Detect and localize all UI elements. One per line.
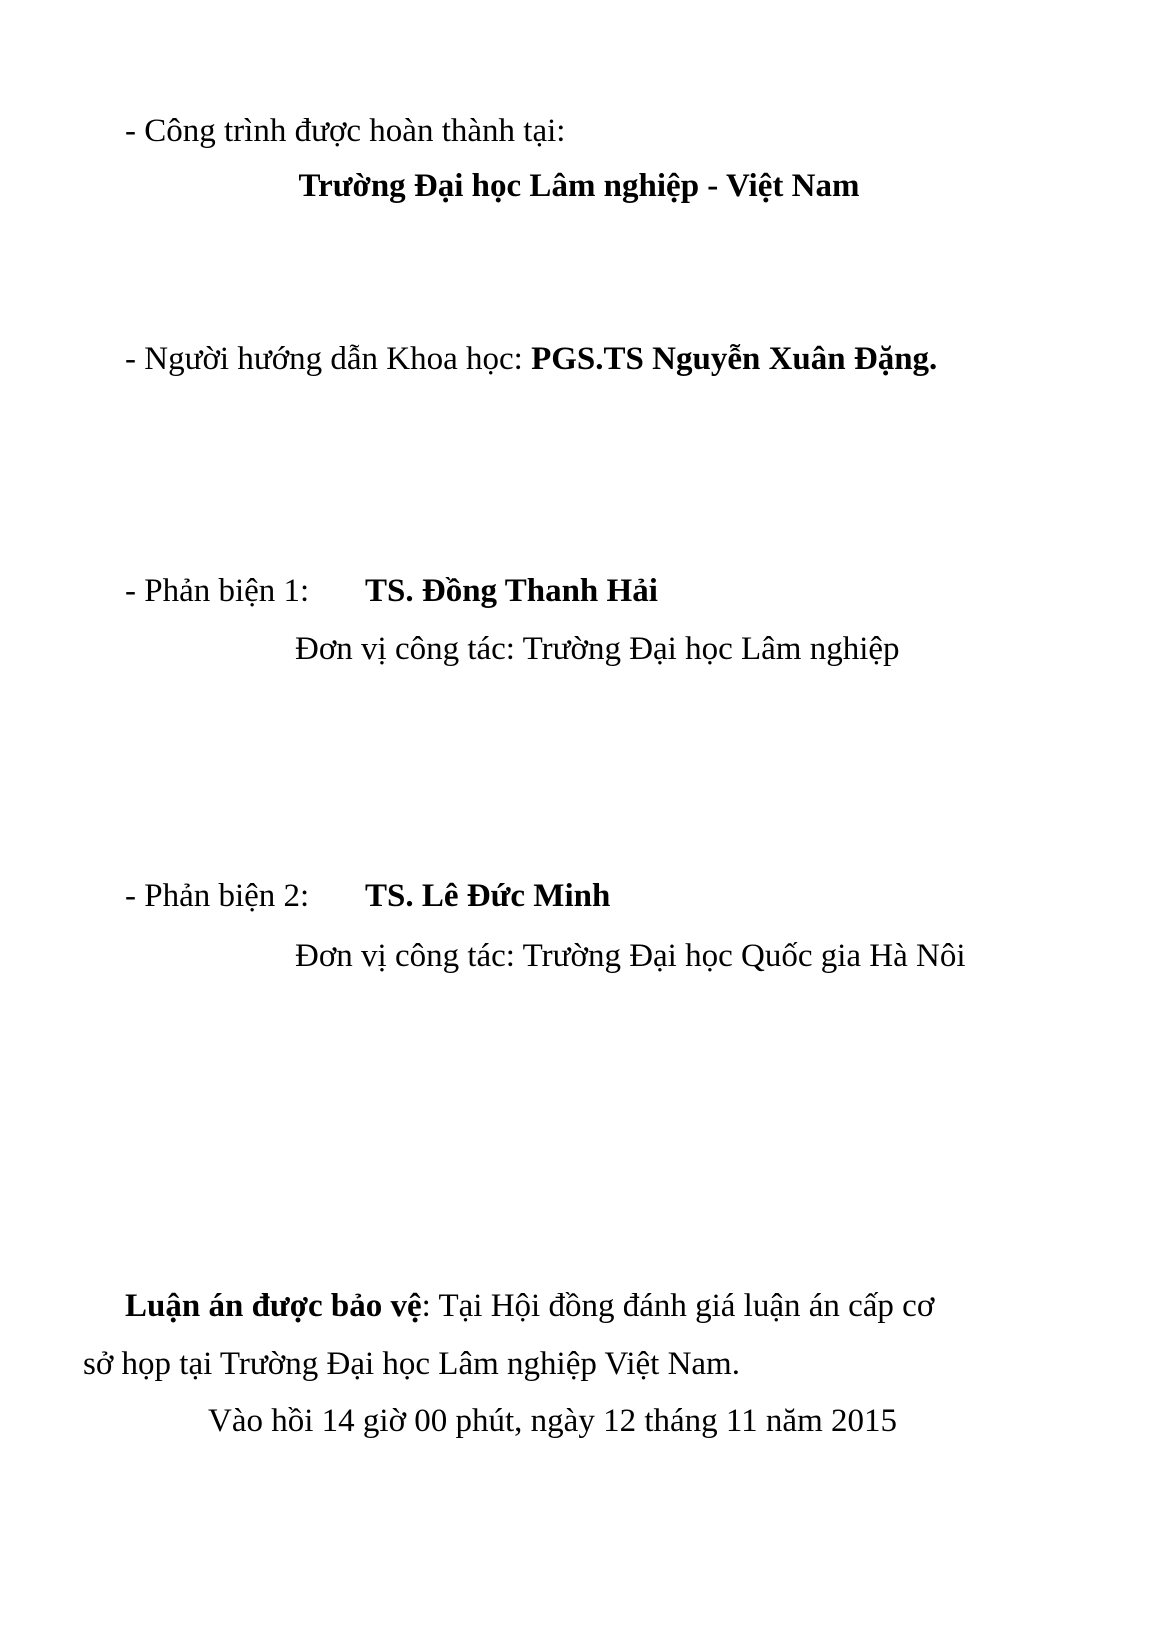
defense-time: Vào hồi 14 giờ 00 phút, ngày 12 tháng 11 năm 2015 bbox=[208, 1403, 897, 1439]
reviewer2-unit: Đơn vị công tác: Trường Đại học Quốc gia Hà Nôi bbox=[295, 938, 966, 974]
defense-label: Luận án được bảo vệ bbox=[125, 1288, 422, 1324]
reviewer2-name: TS. Lê Đức Minh bbox=[365, 878, 611, 914]
defense-line-1 bbox=[125, 1290, 934, 1323]
reviewer1-label: - Phản biện 1: bbox=[125, 573, 310, 609]
reviewer2-label: - Phản biện 2: bbox=[125, 878, 310, 914]
reviewer1-unit: Đơn vị công tác: Trường Đại học Lâm nghiệp bbox=[295, 631, 900, 667]
institution-title: Trường Đại học Lâm nghiệp - Việt Nam bbox=[298, 168, 860, 204]
advisor-label: - Người hướng dẫn Khoa học: bbox=[125, 341, 532, 377]
defense-text-1: : Tại Hội đồng đánh giá luận án cấp cơ bbox=[421, 1288, 935, 1324]
completed-at-label: - Công trình được hoàn thành tại: bbox=[125, 113, 566, 149]
advisor-line bbox=[125, 343, 937, 376]
reviewer1-name: TS. Đồng Thanh Hải bbox=[365, 573, 658, 609]
advisor-name: PGS.TS Nguyễn Xuân Đặng. bbox=[531, 341, 938, 377]
defense-line-2: sở họp tại Trường Đại học Lâm nghiệp Việt Nam. bbox=[83, 1346, 740, 1382]
